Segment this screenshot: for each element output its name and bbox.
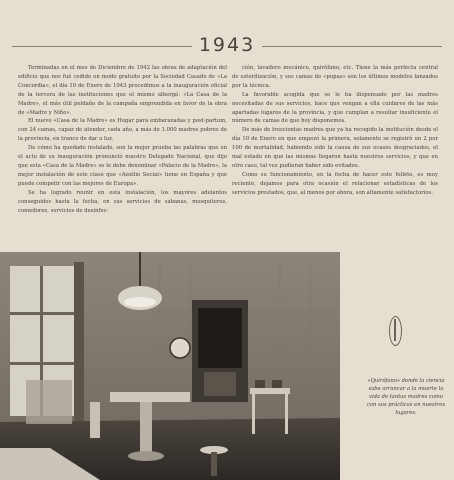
paragraph: ción, lavadero mecánico, quirófano, etc. Tiene la más perfecta central de esterilización, y sus camas de «pupas» son los últimos modelos lanzados por la técnica. <box>232 65 438 89</box>
paragraph: De cómo ha quedado instalado, son la mejor prueba las palabras que en el acto de su inauguración pronunció nuestro Delegado Nacional, que dijo que esta «Casa de la Madre» se le debe denominar «Palacio de la Madre», la mejor instalación de este clase que «Auxilio Social» tiene en España y que puede competir con las mejores de Europa». <box>18 145 227 187</box>
paragraph: Terminadas en el mes de Diciembre de 1942 las obras de adaptación del edificio que nos fué cedido en modo gratuito por la Sociedad Casado de «La Concordia», el día 10 de Enero de 1943 procedimos a la inauguración oficial de la tercera de las instituciones que el mismo albergó: «La Casa de la Madre», el más útil peldaño de la campaña emprendida en favor de la obra de «Madre y Niño». <box>18 65 227 116</box>
header-rule-right <box>262 46 442 47</box>
page-year-heading: 1943 <box>198 34 256 56</box>
photo-caption: «Quirófano» donde la ciencia sabe arrancar a la muerte la vida de tantas madres como con sus prácticas en nuestros lugares. <box>366 378 445 416</box>
paragraph: Como su funcionamiento, en la fecha de hacer este folleto, es muy reciente, dejamos para otra ocasión el relacionar estadísticas de los servicios prestados, que, al menos por ahora, son altamente satisfactorios. <box>232 171 438 196</box>
paragraph: El nuevo «Casa de la Madre» es Hogar para embarazadas y post-partum, con 24 camas, capaz de atender, cada año, a más de 1.000 madres pobres de la provincia, en trance de dar a luz. <box>18 118 227 143</box>
paragraph: La favorable acogida que se le ha dispensado por las madres necesitadas de sus servicios, hace que vengan a ella cuidares de las más apartadas lugares de la provincia, y que cumplan a resultar insuficiente el número de camas de que hoy disponemos. <box>232 91 438 125</box>
text-column-left <box>18 64 227 215</box>
decorative-glyph-icon <box>389 316 402 346</box>
operating-room-photo <box>0 252 340 480</box>
paragraph: De más de trescientas madres que ya ha recogido la institución desde el día 10 de Enero en que empezó la primera, solamente se registró un 2 por 100 de mortalidad, habiendo sido la causa de sus ocasos desgraciados, el mal estado en que las mismas llegaron hasta nuestros servicios, y que en otro caso, tal vez pudieran haber sido evitados. <box>232 127 438 169</box>
text-column-right <box>232 64 438 198</box>
photo-illustration <box>0 252 340 480</box>
paragraph: Se ha logrado reunir en esta instalación, los mayores adelantos conseguidos hasta la fecha, en sus servicios de sabanas, mosquiteros, comedores, servicios de desinfec- <box>18 189 227 214</box>
header-rule-left <box>12 46 192 47</box>
